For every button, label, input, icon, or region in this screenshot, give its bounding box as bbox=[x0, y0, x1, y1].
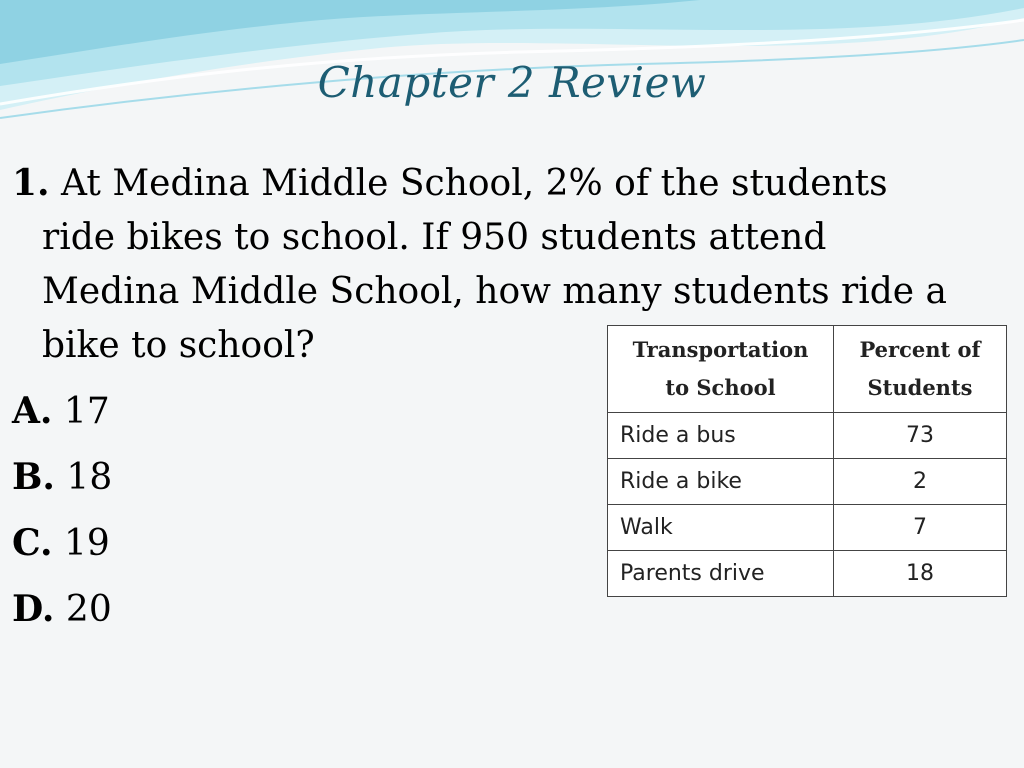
choice-a bbox=[12, 384, 112, 450]
header-line: Students bbox=[867, 375, 973, 400]
mode-cell: Ride a bus bbox=[608, 413, 834, 459]
choice-c bbox=[12, 516, 112, 582]
choice-letter: C. bbox=[12, 522, 53, 564]
choice-d bbox=[12, 582, 112, 648]
question-number: 1. bbox=[12, 162, 50, 204]
header-transportation bbox=[608, 326, 834, 413]
choice-letter: A. bbox=[12, 390, 53, 432]
mode-cell: Ride a bike bbox=[608, 459, 834, 505]
transportation-table bbox=[607, 325, 1007, 597]
question-line: Medina Middle School, how many students ride a bbox=[42, 271, 948, 312]
choice-value: 18 bbox=[66, 457, 113, 498]
header-line: to School bbox=[665, 375, 776, 400]
table-row bbox=[608, 413, 1007, 459]
choice-value: 17 bbox=[63, 391, 110, 432]
percent-cell: 73 bbox=[834, 413, 1007, 459]
choice-value: 19 bbox=[64, 523, 110, 564]
header-line: Percent of bbox=[859, 337, 981, 362]
percent-cell: 2 bbox=[834, 459, 1007, 505]
table-row bbox=[608, 551, 1007, 597]
table-row bbox=[608, 459, 1007, 505]
choice-b bbox=[12, 450, 112, 516]
table-header-row bbox=[608, 326, 1007, 413]
choice-letter: D. bbox=[12, 588, 55, 630]
question-line: bike to school? bbox=[42, 325, 315, 366]
question-line: At Medina Middle School, 2% of the students bbox=[61, 163, 888, 204]
choice-value: 20 bbox=[65, 589, 112, 630]
choice-letter: B. bbox=[12, 456, 55, 498]
mode-cell: Parents drive bbox=[608, 551, 834, 597]
header-percent bbox=[834, 326, 1007, 413]
question-line: ride bikes to school. If 950 students attend bbox=[42, 217, 827, 258]
mode-cell: Walk bbox=[608, 505, 834, 551]
percent-cell: 7 bbox=[834, 505, 1007, 551]
answer-choices bbox=[12, 384, 112, 648]
header-line: Transportation bbox=[632, 337, 809, 362]
slide-title: Chapter 2 Review bbox=[317, 58, 707, 107]
table-row bbox=[608, 505, 1007, 551]
percent-cell: 18 bbox=[834, 551, 1007, 597]
